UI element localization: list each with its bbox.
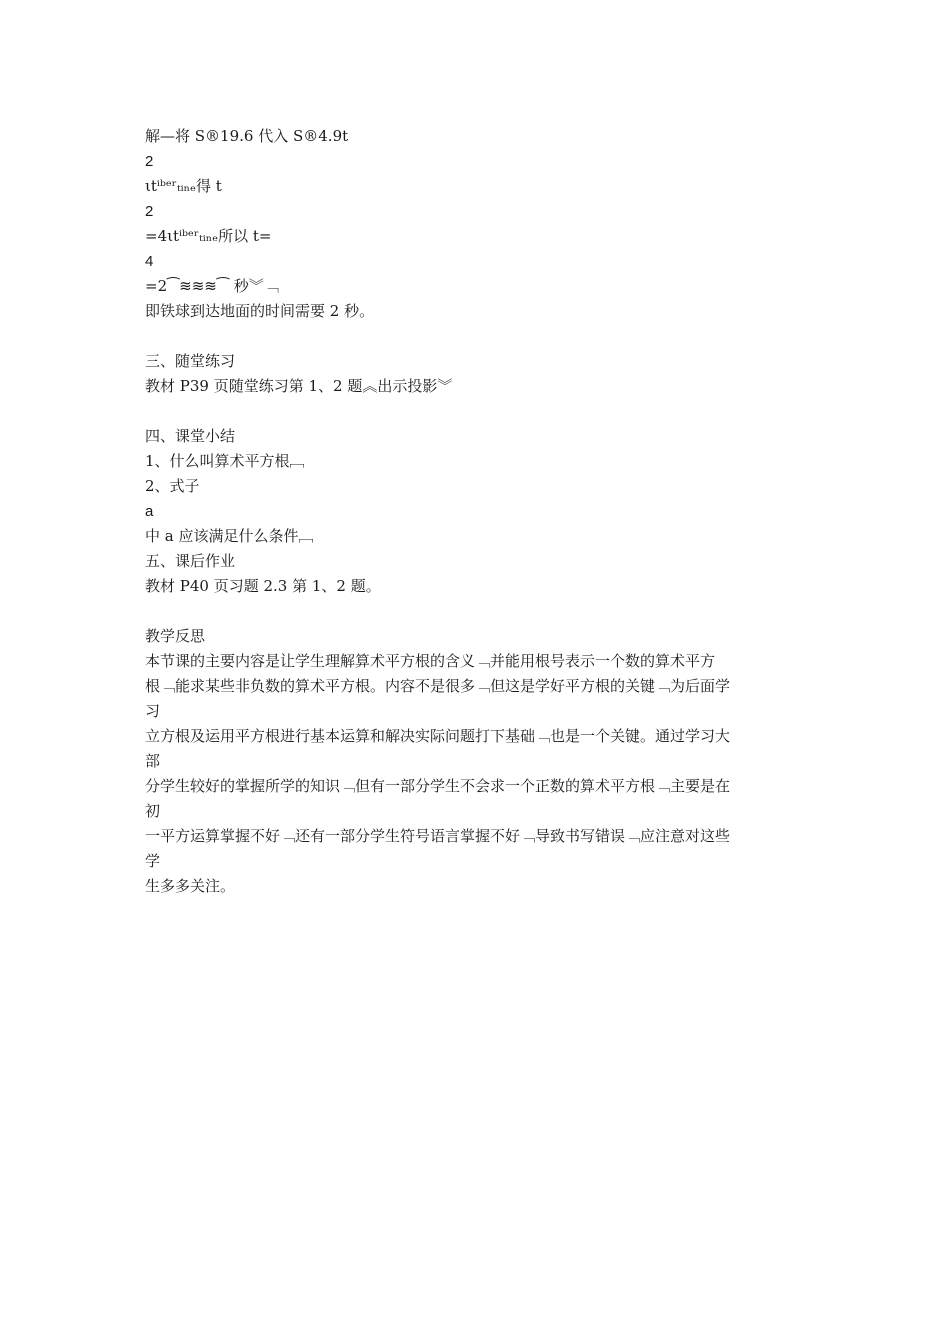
- exponent-line-2: 2: [145, 203, 154, 220]
- summary-item-2-cont: 中 a 应该满足什么条件﹇: [145, 527, 314, 545]
- reflection-line: 本节课的主要内容是让学生理解算术平方根的含义﹁并能用根号表示一个数的算术平方: [145, 652, 716, 670]
- reflection-line: 一平方运算掌握不好﹁还有一部分学生符号语言掌握不好﹁导致书写错误﹁应注意对这些: [145, 827, 731, 845]
- solution-line-2: ιtⁱᵇᵉʳₜᵢₙₑ得 t: [145, 177, 222, 195]
- reflection-line: 习: [145, 702, 161, 720]
- exponent-line-1: 2: [145, 153, 154, 170]
- practice-text: 教材 P39 页随堂练习第 1、2 题︽出示投影︾: [145, 377, 453, 395]
- radicand-line: a: [145, 503, 154, 520]
- section-heading-homework: 五、课后作业: [145, 552, 236, 570]
- blank-line: [145, 324, 825, 349]
- blank-line: [145, 599, 825, 624]
- summary-item-2: 2、式子: [145, 477, 200, 495]
- blank-line: [145, 399, 825, 424]
- reflection-line: 初: [145, 802, 161, 820]
- section-heading-summary: 四、课堂小结: [145, 427, 236, 445]
- denominator-line: 4: [145, 253, 154, 270]
- reflection-line: 分学生较好的掌握所学的知识﹁但有一部分学生不会求一个正数的算术平方根﹁主要是在: [145, 777, 731, 795]
- homework-text: 教材 P40 页习题 2.3 第 1、2 题。: [145, 577, 381, 595]
- reflection-line: 根﹁能求某些非负数的算术平方根。内容不是很多﹁但这是学好平方根的关键﹁为后面学: [145, 677, 731, 695]
- reflection-line: 部: [145, 752, 161, 770]
- solution-line-4: =2⁀≋≋≋⁀ 秒︾﹁: [145, 277, 279, 295]
- solution-line-1: 解—将 S®19.6 代入 S®4.9t: [145, 127, 349, 145]
- section-heading-reflection: 教学反思: [145, 627, 206, 645]
- document-body: [145, 124, 825, 899]
- reflection-line: 学: [145, 852, 161, 870]
- reflection-line: 生多多关注。: [145, 877, 236, 895]
- reflection-line: 立方根及运用平方根进行基本运算和解决实际问题打下基础﹁也是一个关键。通过学习大: [145, 727, 731, 745]
- solution-line-3: =4ιtⁱᵇᵉʳₜᵢₙₑ所以 t=: [145, 227, 272, 245]
- section-heading-practice: 三、随堂练习: [145, 352, 236, 370]
- solution-conclusion: 即铁球到达地面的时间需要 2 秒。: [145, 302, 375, 320]
- summary-item-1: 1、什么叫算术平方根﹇: [145, 452, 305, 470]
